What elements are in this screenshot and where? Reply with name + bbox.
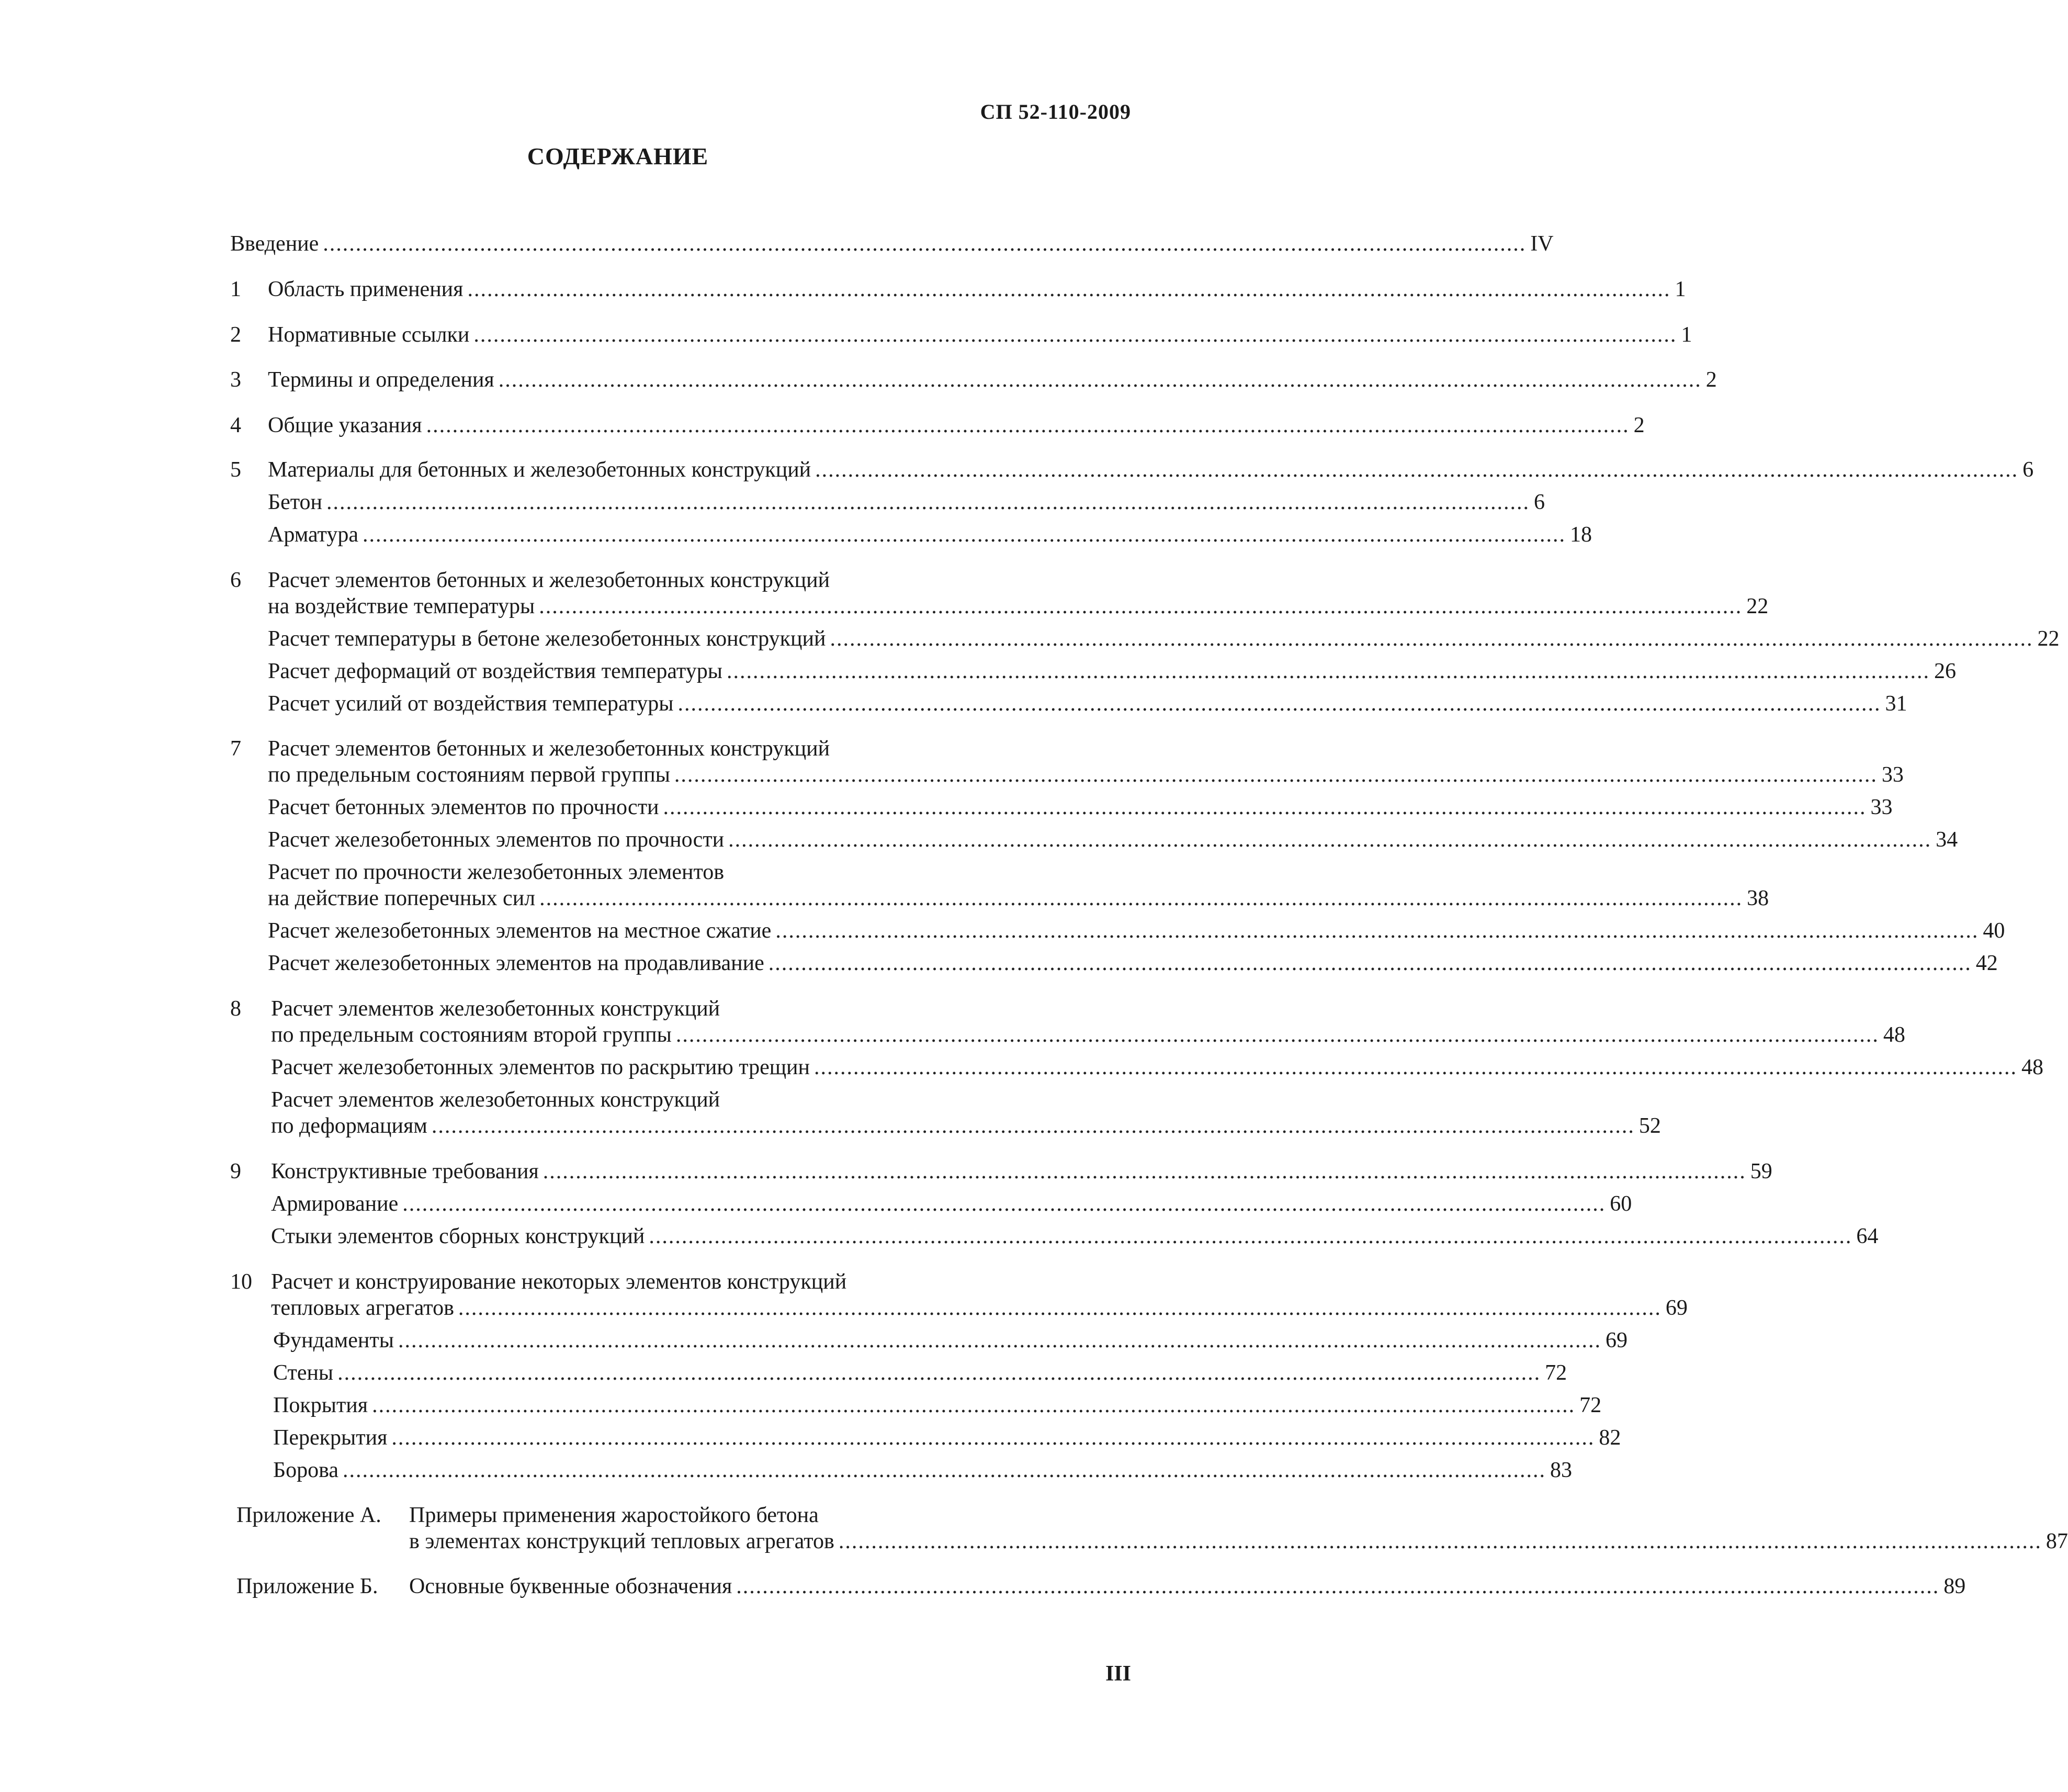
toc-entry-s3: [268, 366, 1717, 393]
toc-entry-text: Стены: [273, 1361, 334, 1385]
leader-dots: ........................................................................................................................................................................................: [431, 1114, 1635, 1138]
toc-entry-page: 72: [1545, 1361, 1567, 1385]
toc-entry-appB: [409, 1573, 1966, 1600]
toc-entry-text: Борова: [273, 1458, 339, 1482]
toc-entry-page: 22: [2037, 627, 2060, 651]
toc-entry-text: Расчет элементов железобетонных конструкций: [271, 1088, 720, 1112]
toc-entry-page: 40: [1983, 919, 2005, 943]
toc-entry-page: 31: [1885, 692, 1907, 716]
section-number: 10: [230, 1270, 252, 1294]
toc-entry-page: 6: [1534, 490, 1545, 514]
leader-dots: ........................................................................................................................................................................................: [663, 795, 1867, 819]
toc-subentry-line1: [268, 859, 724, 886]
toc-entry-page: 82: [1599, 1426, 1621, 1450]
leader-dots: ........................................................................................................................................................................................: [649, 1224, 1852, 1248]
section-number: 9: [230, 1159, 241, 1184]
toc-subentry-line1: [271, 1086, 720, 1113]
toc-subentry: [268, 917, 2005, 944]
toc-entry-text: тепловых агрегатов: [271, 1296, 454, 1320]
toc-entry-page: 52: [1638, 1114, 1661, 1138]
toc-entry-appA: [409, 1528, 2068, 1555]
toc-entry-text: Расчет железобетонных элементов на продавливание: [268, 951, 764, 975]
toc-subentry: [268, 794, 1893, 821]
toc-entry-page: 59: [1750, 1159, 1772, 1184]
toc-entry-text: Арматура: [268, 523, 358, 547]
leader-dots: ........................................................................................................................................................................................: [768, 951, 1972, 975]
leader-dots: ........................................................................................................................................................................................: [467, 277, 1671, 301]
leader-dots: ........................................................................................................................................................................................: [398, 1328, 1601, 1353]
toc-entry-text: Расчет железобетонных элементов на местное сжатие: [268, 919, 772, 943]
toc-entry-s10-line1: [271, 1268, 846, 1295]
toc-entry-text: на действие поперечных сил: [268, 886, 536, 910]
leader-dots: ........................................................................................................................................................................................: [498, 368, 1702, 392]
toc-entry-page: 48: [1883, 1023, 1905, 1047]
toc-entry-text: в элементах конструкций тепловых агрегатов: [409, 1529, 834, 1553]
toc-entry-text: по предельным состояниям первой группы: [268, 763, 670, 787]
toc-entry-text: Термины и определения: [268, 368, 494, 392]
leader-dots: ........................................................................................................................................................................................: [337, 1361, 1541, 1385]
toc-entry-text: Область применения: [268, 277, 464, 301]
toc-subentry: [268, 950, 1998, 977]
toc-entry-text: Расчет элементов железобетонных конструкций: [271, 997, 720, 1021]
toc-subentry: [268, 625, 2060, 652]
toc-subentry: [273, 1359, 1567, 1387]
toc-entry-s6-line1: [268, 567, 830, 594]
toc-entry-page: 2: [1705, 368, 1717, 392]
toc-subentry: [271, 1223, 1879, 1250]
section-number: 1: [230, 277, 241, 301]
toc-entry-page: 1: [1675, 277, 1686, 301]
toc-subentry: [273, 1457, 1573, 1484]
leader-dots: ........................................................................................................................................................................................: [736, 1574, 1940, 1598]
section-number: 8: [230, 997, 241, 1021]
toc-entry-page: 33: [1870, 795, 1893, 819]
toc-entry-appA-line1: [409, 1502, 819, 1529]
leader-dots: ........................................................................................................................................................................................: [539, 594, 1743, 618]
toc-entry-s9: [271, 1158, 1772, 1185]
toc-entry-page: 89: [1943, 1574, 1966, 1598]
leader-dots: ........................................................................................................................................................................................: [728, 828, 1932, 852]
section-number: 3: [230, 368, 241, 392]
leader-dots: ........................................................................................................................................................................................: [543, 1159, 1746, 1184]
toc-entry-text: Расчет элементов бетонных и железобетонных конструкций: [268, 737, 830, 761]
section-number: 6: [230, 568, 241, 592]
leader-dots: ........................................................................................................................................................................................: [343, 1458, 1546, 1482]
leader-dots: ........................................................................................................................................................................................: [458, 1296, 1662, 1320]
toc-entry-text: Фундаменты: [273, 1328, 394, 1353]
toc-entry-text: Конструктивные требования: [271, 1159, 539, 1184]
toc-entry-text: Стыки элементов сборных конструкций: [271, 1224, 645, 1248]
toc-entry-text: Расчет температуры в бетоне железобетонных конструкций: [268, 627, 826, 651]
leader-dots: ........................................................................................................................................................................................: [726, 659, 1930, 683]
toc-subentry: [268, 489, 1545, 516]
toc-entry-text: по деформациям: [271, 1114, 427, 1138]
toc-entry-text: Материалы для бетонных и железобетонных конструкций: [268, 458, 811, 482]
toc-subentry: [271, 1112, 1661, 1140]
toc-entry-text: Расчет и конструирование некоторых элементов конструкций: [271, 1270, 847, 1294]
toc-entry-text: Покрытия: [273, 1393, 368, 1417]
section-number: 5: [230, 458, 241, 482]
toc-entry-text: Введение: [230, 232, 319, 256]
toc-entry-page: 69: [1665, 1296, 1688, 1320]
toc-entry-intro: [230, 230, 1554, 257]
toc-entry-s2: [268, 321, 1692, 348]
section-number: 7: [230, 737, 241, 761]
toc-entry-page: IV: [1530, 232, 1554, 256]
toc-subentry: [271, 1054, 2044, 1081]
toc-entry-s6: [268, 593, 1769, 620]
toc-entry-text: Расчет усилий от воздействия температуры: [268, 692, 674, 716]
toc-entry-s5: [268, 456, 2034, 483]
page-number: III: [1105, 1662, 1131, 1686]
toc-entry-page: 83: [1550, 1458, 1573, 1482]
leader-dots: ........................................................................................................................................................................................: [838, 1529, 2042, 1553]
toc-entry-page: 38: [1747, 886, 1769, 910]
leader-dots: ........................................................................................................................................................................................: [326, 490, 1530, 514]
leader-dots: ........................................................................................................................................................................................: [323, 232, 1527, 256]
toc-entry-page: 26: [1934, 659, 1956, 683]
leader-dots: ........................................................................................................................................................................................: [426, 413, 1630, 437]
toc-subentry: [268, 521, 1592, 548]
toc-entry-text: Расчет по прочности железобетонных элементов: [268, 860, 725, 884]
appendix-label: Приложение Б.: [236, 1574, 378, 1598]
section-number: 4: [230, 413, 241, 437]
page-title: СОДЕРЖАНИЕ: [527, 143, 709, 170]
toc-entry-text: Перекрытия: [273, 1426, 388, 1450]
toc-entry-text: Расчет элементов бетонных и железобетонных конструкций: [268, 568, 830, 592]
toc-entry-page: 33: [1881, 763, 1904, 787]
toc-entry-page: 22: [1746, 594, 1769, 618]
toc-entry-page: 6: [2022, 458, 2034, 482]
leader-dots: ........................................................................................................................................................................................: [473, 323, 1677, 347]
toc-entry-text: Расчет железобетонных элементов по раскрытию трещин: [271, 1055, 810, 1079]
toc-entry-page: 18: [1569, 523, 1592, 547]
leader-dots: ........................................................................................................................................................................................: [674, 763, 1878, 787]
toc-entry-text: Расчет деформаций от воздействия температуры: [268, 659, 722, 683]
toc-entry-page: 69: [1605, 1328, 1628, 1353]
leader-dots: ........................................................................................................................................................................................: [539, 886, 1743, 910]
toc-subentry: [271, 1190, 1632, 1218]
document-code: СП 52-110-2009: [980, 100, 1131, 123]
toc-entry-page: 48: [2021, 1055, 2044, 1079]
toc-entry-text: Бетон: [268, 490, 323, 514]
toc-entry-s4: [268, 412, 1645, 439]
toc-entry-s8-line1: [271, 995, 720, 1022]
toc-entry-s10: [271, 1294, 1688, 1322]
toc-entry-s1: [268, 276, 1686, 303]
toc-entry-text: Расчет бетонных элементов по прочности: [268, 795, 659, 819]
toc-entry-page: 1: [1681, 323, 1692, 347]
leader-dots: ........................................................................................................................................................................................: [830, 627, 2033, 651]
toc-entry-page: 34: [1936, 828, 1958, 852]
toc-entry-s7-line1: [268, 735, 830, 762]
toc-entry-page: 87: [2046, 1529, 2068, 1553]
toc-entry-s7: [268, 761, 1904, 788]
toc-entry-text: Нормативные ссылки: [268, 323, 470, 347]
toc-entry-text: Общие указания: [268, 413, 422, 437]
appendix-label: Приложение А.: [236, 1503, 381, 1527]
toc-entry-page: 72: [1579, 1393, 1602, 1417]
toc-entry-page: 64: [1856, 1224, 1879, 1248]
leader-dots: ........................................................................................................................................................................................: [677, 692, 1881, 716]
section-number: 2: [230, 323, 241, 347]
toc-subentry: [268, 658, 1956, 685]
leader-dots: ........................................................................................................................................................................................: [775, 919, 1979, 943]
leader-dots: ........................................................................................................................................................................................: [362, 523, 1566, 547]
toc-entry-text: Примеры применения жаростойкого бетона: [409, 1503, 819, 1527]
toc-subentry: [268, 885, 1769, 912]
toc-entry-text: Расчет железобетонных элементов по прочности: [268, 828, 725, 852]
leader-dots: ........................................................................................................................................................................................: [402, 1192, 1606, 1216]
toc-subentry: [268, 826, 1958, 853]
toc-entry-text: на воздействие температуры: [268, 594, 535, 618]
toc-entry-text: по предельным состояниям второй группы: [271, 1023, 672, 1047]
leader-dots: ........................................................................................................................................................................................: [815, 458, 2019, 482]
toc-entry-s8: [271, 1021, 1905, 1049]
toc-subentry: [273, 1392, 1602, 1419]
toc-entry-page: 60: [1610, 1192, 1632, 1216]
toc-subentry: [273, 1424, 1621, 1451]
leader-dots: ........................................................................................................................................................................................: [391, 1426, 1595, 1450]
toc-entry-text: Армирование: [271, 1192, 399, 1216]
toc-subentry: [268, 690, 1907, 717]
leader-dots: ........................................................................................................................................................................................: [675, 1023, 1879, 1047]
toc-subentry: [273, 1327, 1628, 1354]
leader-dots: ........................................................................................................................................................................................: [814, 1055, 2018, 1079]
toc-entry-page: 42: [1975, 951, 1998, 975]
leader-dots: ........................................................................................................................................................................................: [372, 1393, 1576, 1417]
toc-entry-text: Основные буквенные обозначения: [409, 1574, 732, 1598]
toc-entry-page: 2: [1633, 413, 1645, 437]
